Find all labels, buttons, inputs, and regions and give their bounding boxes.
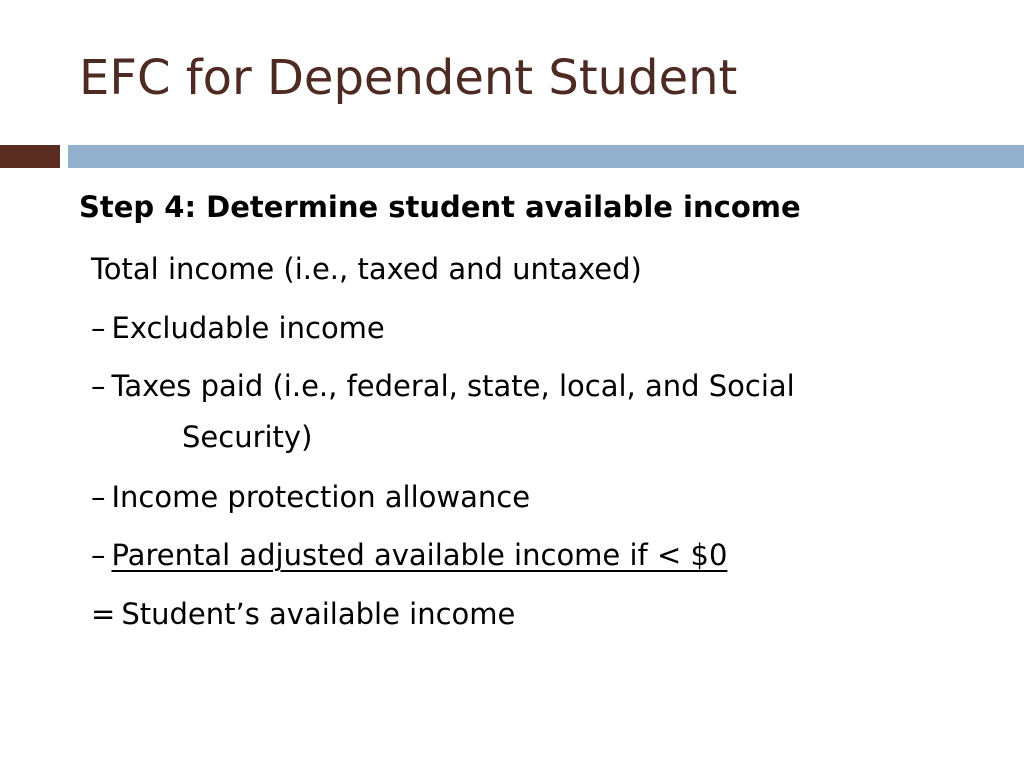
line-parental-adjusted-income bbox=[91, 538, 727, 572]
step-heading: Step 4: Determine student available income bbox=[79, 190, 801, 224]
line-student-available-income bbox=[91, 597, 515, 631]
minus-operator: – bbox=[91, 538, 106, 572]
line-text: Parental adjusted available income if < $0 bbox=[111, 538, 728, 572]
minus-operator: – bbox=[91, 480, 106, 514]
title-accent-bar bbox=[0, 145, 60, 168]
line-taxes-paid bbox=[91, 369, 795, 403]
title-rule-bar bbox=[68, 145, 1024, 168]
line-text: Total income (i.e., taxed and untaxed) bbox=[91, 252, 642, 286]
line-income-protection-allowance bbox=[91, 480, 530, 514]
minus-operator: – bbox=[91, 311, 106, 345]
line-total-income bbox=[91, 252, 642, 286]
line-text: Excludable income bbox=[111, 311, 385, 345]
slide-title: EFC for Dependent Student bbox=[79, 50, 738, 106]
line-taxes-paid-continued bbox=[182, 420, 312, 454]
line-text: Student’s available income bbox=[121, 597, 516, 631]
line-text: Security) bbox=[182, 420, 313, 454]
equals-operator: = bbox=[91, 597, 116, 631]
line-text: Taxes paid (i.e., federal, state, local, and Social bbox=[111, 369, 795, 403]
line-text: Income protection allowance bbox=[111, 480, 531, 514]
line-excludable-income bbox=[91, 311, 385, 345]
minus-operator: – bbox=[91, 369, 106, 403]
